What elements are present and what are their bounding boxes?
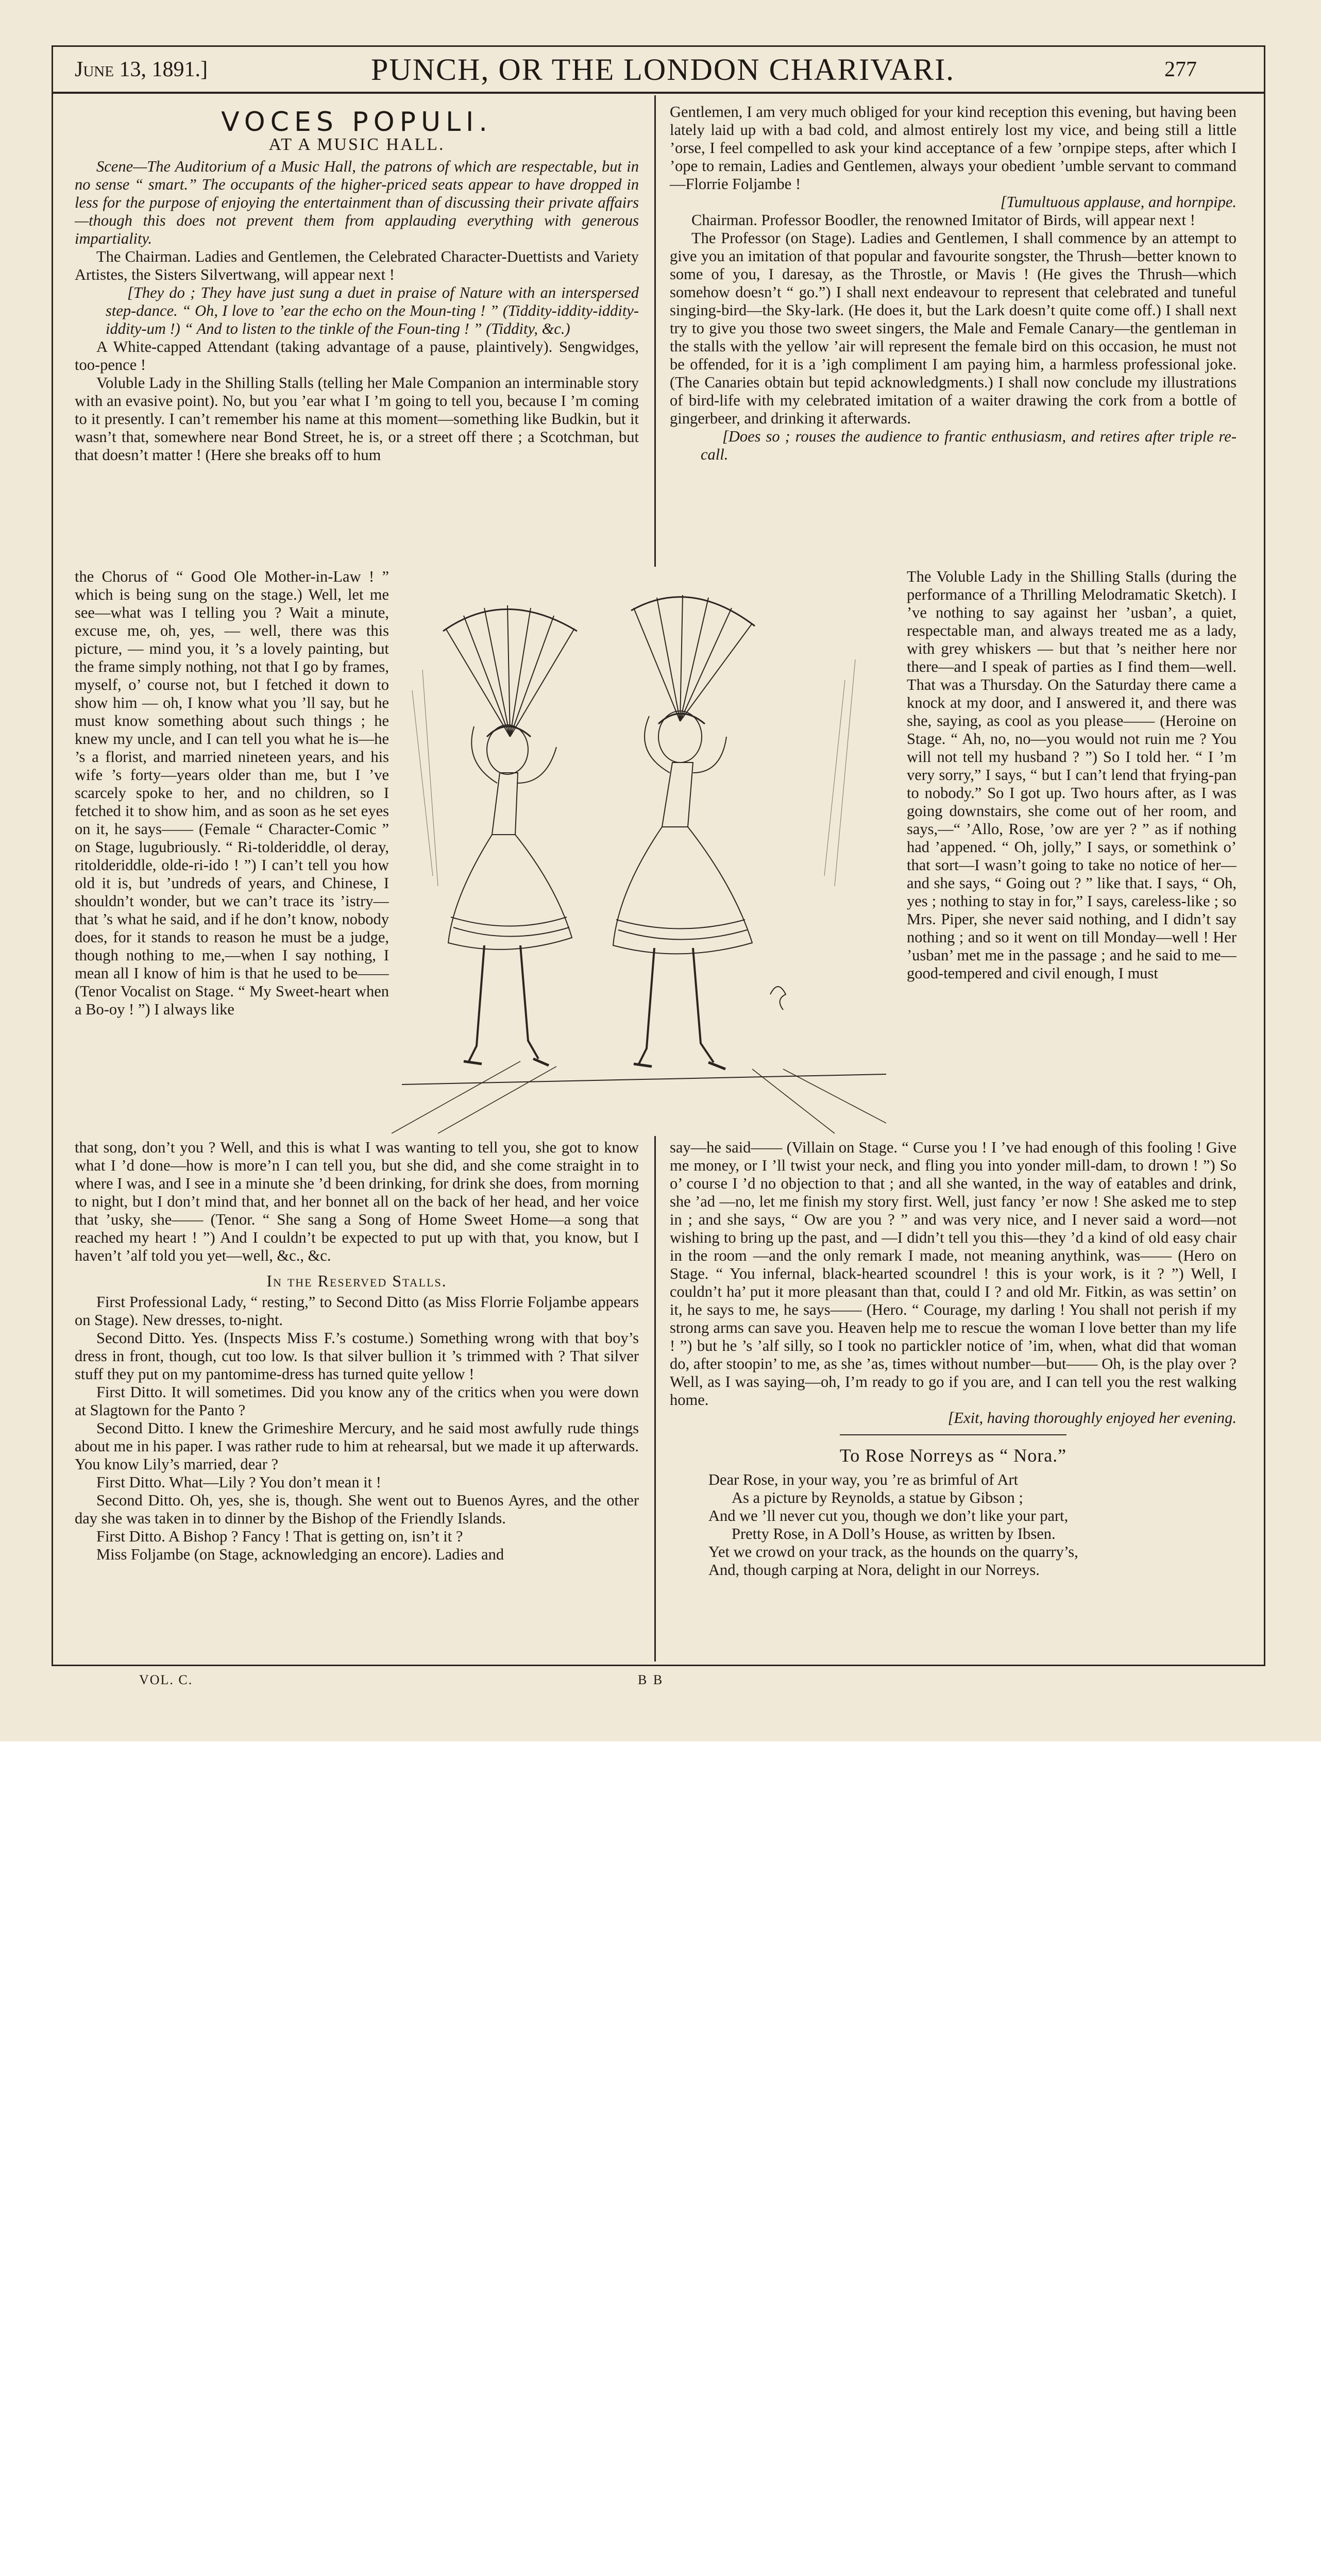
poem-title: To Rose Norreys as “ Nora.” bbox=[839, 1445, 1067, 1466]
issue-date: June 13, 1891.] bbox=[75, 58, 208, 81]
poem-line: Pretty Rose, in A Doll’s House, as written by Ibsen. bbox=[732, 1525, 1056, 1543]
paragraph: that song, don’t you ? Well, and this is what I was wanting to tell you, she got to know what I ’d done—how is more’n I can tell you, but she did, and she come straight in to where I was, and I see in a minute she ’d been drinking, for drink she does, from morning to night, but I don’t mind that, and her bonnet all on the back of her head, and her voice that ’usky, she—— (Tenor. “ She sang a Song of Home Sweet Home—a song that reached my heart ! ”) And I couldn’t be expected to put up with that, you know, but I haven’t ’alf told you yet—well, &c., &c. bbox=[75, 1139, 639, 1264]
paragraph: say—he said—— (Villain on Stage. “ Curse you ! I ’ve had enough of this fooling ! Give me money, or I ’ll twist your neck, and fling you into yonder mill-dam, to drown ! ”) So o’ course I ’d no objection to that ; and all she wanted, in the way of eatables and drink, she ’ad —no, let me finish my story first. Well, just fancy ’er now ! She asked me to step in ; and she says, “ Ow are you ? ” and was very nice, and I never said a word—not wishing to bring up the past, and —I didn’t tell you this—they ’d a kind of old easy chair in the room —and the only remark I made, not meaning anythink, was—— (Hero on Stage. “ You infernal, black-hearted scoundrel ! this is your work, is it ? ”) Well, I couldn’t ha’ put it more pleasant than that, could I ? and old Mr. Fitkin, as was settin’ on it, he says to me, he says—— (Hero. “ Courage, my darling ! You shall not perish if my strong arms can save you. Heaven help me to rescue the woman I love better than my life ! ”) but he ’s ’alf silly, so I took no partickler notice of ’im, when, what did that woman do, after stoopin’ to me, as she ’as, times without number—but—— Oh, is the play over ? Well, as I was saying—oh, I’m ready to go if you are, and I can tell you the rest walking home. bbox=[670, 1139, 1237, 1409]
right-wrap-text: The Voluble Lady in the Shilling Stalls (during the performance of a Thrilling Melodramatic Sketch). I ’ve nothing to say against her ’usban’, a quiet, respectable man, and always treated me as a lady, with grey whiskers — but that ’s neither here nor there—and I speak of parties as I find them—well. That was a Thursday. On the Saturday there came a knock at my door, and I answered it, and there was she, saying, as cool as you please—— (Heroine on Stage. “ Ah, no, no—you would not ruin me ? You will not tell my husband ? ”) So I told her. “ I ’m very sorry,” I says, “ but I can’t lend that frying-pan to nobody.” So I got up. Two hours after, as I was going downstairs, she come out of her room, and says,—“ ’Allo, Rose, ’ow are yer ? ” as if nothing had ’appened. “ Oh, jolly,” I says, or somethink o’ that sort—I wasn’t going to take no notice of her—and she says, “ Going out ? ” like that. I says, “ Oh, yes ; nothing to stay in for,” I says, careless-like ; so Mrs. Piper, she never said nothing, and I didn’t say nothing ; and so it went on till Monday—well ! Her ’usban’ met me in the passage ; and he said to me—good-tempered and civil enough, I must bbox=[907, 568, 1237, 982]
signature-mark: B B bbox=[638, 1672, 664, 1687]
paragraph: The Chairman. Ladies and Gentlemen, the Celebrated Character-Duettists and Variety Artistes, the Sisters Silvertwang, will appear next ! bbox=[75, 248, 639, 283]
poem-line: And, though carping at Nora, delight in our Norreys. bbox=[708, 1561, 1040, 1579]
dialogue-line: Second Ditto. I knew the Grimeshire Mercury, and he said most awfully rude things about me in his paper. I was rather rude to him at rehearsal, but we made it up afterwards. You know Lily’s married, dear ? bbox=[75, 1419, 639, 1473]
digitization-footer bbox=[0, 1741, 1321, 1853]
poem-line: As a picture by Reynolds, a statue by Gibson ; bbox=[732, 1489, 1023, 1506]
right-column-top bbox=[670, 103, 1237, 464]
dialogue-line: Miss Foljambe (on Stage, acknowledging an encore). Ladies and bbox=[96, 1546, 504, 1563]
masthead-title: PUNCH, OR THE LONDON CHARIVARI. bbox=[371, 53, 955, 87]
dancers-illustration bbox=[392, 567, 896, 1136]
left-column-top bbox=[75, 103, 639, 464]
left-column-bottom bbox=[75, 1139, 639, 1564]
paragraph: A White-capped Attendant (taking advantage of a pause, plaintively). Sengwidges, too-pence ! bbox=[75, 338, 639, 374]
poem-line: And we ’ll never cut you, though we don’t like your part, bbox=[708, 1507, 1069, 1524]
paragraph: Voluble Lady in the Shilling Stalls (telling her Male Companion an interminable story with an evasive point). No, but you ’ear what I ’m going to tell you, because I ’m coming to it presently. I can’t remember his name at this moment—something like Budkin, but it wasn’t that, somewhere near Bond Street, he is, or a street off there ; a Scotchman, but that doesn’t matter ! (Here she breaks off to hum bbox=[75, 374, 639, 464]
header-rule bbox=[53, 92, 1264, 94]
dialogue-line: Second Ditto. Oh, yes, she is, though. She went out to Buenos Ayres, and the other day she was taken in to dinner by the Bishop of the Friendly Islands. bbox=[75, 1492, 639, 1527]
dialogue-line: Second Ditto. Yes. (Inspects Miss F.’s costume.) Something wrong with that boy’s dress in front, though, cut too low. Is that silver bullion it ’s trimmed with ? That silver stuff they put on my pantomime-dress has turned quite yellow ! bbox=[75, 1329, 639, 1383]
dialogue-line: First Professional Lady, “ resting,” to Second Ditto (as Miss Florrie Foljambe appears on Stage). New dresses, to-night. bbox=[75, 1293, 639, 1329]
page-number: 277 bbox=[1164, 58, 1197, 81]
stage-direction: [They do ; They have just sung a duet in praise of Nature with an interspersed step-dance. “ Oh, I love to ’ear the echo on the Moun-ting ! ” (Tiddity-iddity-iddity-iddity-um !) “ And to listen to the tinkle of the Foun-ting ! ” (Tiddity, &c.) bbox=[106, 284, 639, 337]
paragraph: The Professor (on Stage). Ladies and Gentlemen, I shall commence by an attempt to give you an imitation of that popular and favourite songster, the Thrush—better known to some of you, I daresay, as the Throstle, or Mavis ! (He gives the Thrush—which somehow doesn’t “ go.”) I shall next endeavour to represent that celebrated and tuneful singing-bird—the Sky-lark. (He does it, but the Lark doesn’t quite come off.) I shall next try to give you those two sweet singers, the Male and Female Canary—the gentleman in the stalls with the yellow ’air will represent the female bird on this occasion, he must not be offended, for it is a ’igh compliment I am paying him, a harmless professional joke. (The Canaries obtain but tepid acknowledgments.) I shall now conclude my illustrations of bird-life with my celebrated imitation of a waiter drawing the cork from a bottle of gingerbeer, and drinking it afterwards. bbox=[670, 229, 1237, 427]
poem-line: Yet we crowd on your track, as the hounds on the quarry’s, bbox=[708, 1543, 1078, 1561]
stage-direction: [Does so ; rouses the audience to frantic enthusiasm, and retires after triple re-call. bbox=[701, 428, 1237, 463]
stage-direction: [Exit, having thoroughly enjoyed her evening. bbox=[947, 1409, 1237, 1427]
volume-label: VOL. C. bbox=[139, 1672, 193, 1687]
left-wrap-text: the Chorus of “ Good Ole Mother-in-Law ! ” which is being sung on the stage.) Well, let me see—what was I telling you ? Wait a minute, excuse me, oh, yes, — well, there was this picture, — mind you, it ’s a lovely painting, but the frame simply nothing, not that I go by frames, myself, o’ course not, but I fetched it down to show him — oh, I know what you ’ll say, but he must know something about such things ; he knew my uncle, and I can tell you what he is—he ’s a florist, and married nineteen years, and his wife ’s forty—years older than me, but I ’ve scarcely spoke to her, and no children, so I fetched it to show him, and as soon as he set eyes on it, he says—— (Female “ Character-Comic ” on Stage, lugubriously. “ Ri-tolderiddle, ol deray, ritolderiddle, olde-ri-ido ! ”) I can’t tell you how old it is, but ’undreds of years, and Chinese, I shouldn’t wonder, but we can’t trace its ’istry—that ’s what he said, and if he don’t know, nobody does, for it stands to reason he must be a judge, though nothing to me,—when I say nothing, I mean all I know of him is that he used to be—— (Tenor Vocalist on Stage. “ My Sweet-heart when a Bo-oy ! ”) I always like bbox=[75, 568, 389, 1018]
dialogue-line: First Ditto. It will sometimes. Did you know any of the critics when you were down at Slagtown for the Panto ? bbox=[75, 1383, 639, 1419]
scene-description: Scene—The Auditorium of a Music Hall, the patrons of which are respectable, but in no sense “ smart.” The occupants of the higher-priced seats appear to have dropped in less for the purpose of enjoying the entertainment than of discussing their private affairs—though this does not prevent them from applauding everything with generous impartiality. bbox=[75, 158, 639, 247]
section-heading: In the Reserved Stalls. bbox=[266, 1272, 447, 1290]
dialogue-line: First Ditto. A Bishop ? Fancy ! That is getting on, isn’t it ? bbox=[96, 1528, 463, 1545]
paragraph: Gentlemen, I am very much obliged for your kind reception this evening, but having been lately laid up with a bad cold, and almost entirely lost my vice, and being still a little ’orse, I feel compelled to ask your kind acceptance of a few ’ornpipe steps, after which I ’ope to remain, Ladies and Gentlemen, always your obedient ’umble servant to command—Florrie Foljambe ! bbox=[670, 103, 1237, 193]
dialogue-line: First Ditto. What—Lily ? You don’t mean it ! bbox=[96, 1473, 381, 1491]
article-title: VOCES POPULI. bbox=[221, 107, 493, 138]
right-column-bottom bbox=[670, 1139, 1237, 1579]
article-subtitle: AT A MUSIC HALL. bbox=[268, 135, 445, 154]
paragraph: Chairman. Professor Boodler, the renowned Imitator of Birds, will appear next ! bbox=[691, 211, 1195, 229]
stage-direction: [Tumultuous applause, and hornpipe. bbox=[1000, 193, 1237, 211]
section-divider bbox=[840, 1427, 1066, 1435]
poem-line: Dear Rose, in your way, you ’re as brimful of Art bbox=[708, 1471, 1019, 1488]
